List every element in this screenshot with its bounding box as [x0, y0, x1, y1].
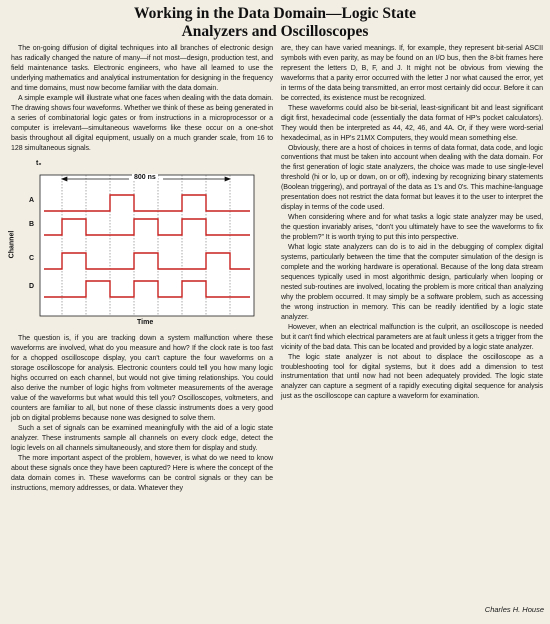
channel-label-b: B [29, 221, 35, 229]
paragraph: are, they can have varied meanings. If, for example, they represent bit-serial ASCII symbols with even parity, as may be found on an I/O bus, then the 8-bit frames here represent the letters D, B, F, and J. It might not be obvious from viewing the waveforms that a parity error occurred with the letter J nor what caused the error, yet in terms of the data being transmitted, an error most certainly did occur. Before it can be corrected, its existence must be recognized. [281, 45, 543, 102]
paragraph: The question is, if you are tracking down a system malfunction where these waveforms are involved, what do you measure and how? If the clock rate is too fast for a chopped oscilloscope display, you can't capture the four waveforms on a storage oscilloscope for analysis. Electronic counters could tell you how many logic highs occurred on each channel, but would not give timing relationships. You could also derive the number of logic highs from voltmeter measurements of the average value of the waveforms but what would this tell you? Oscilloscopes, voltmeters, and counters are familiar to all, but none of these classic instruments does a very good job on digital problems because none was designed to solve them. [11, 335, 273, 423]
interval-label: 800 ns [134, 174, 156, 182]
t0-label: t₀ [36, 160, 42, 168]
paragraph: Such a set of signals can be examined meaningfully with the aid of a logic state analyzer. These instruments sample all channels on every clock edge, detect the logic levels on all channels simultaneously, and store them for display and study. [11, 425, 273, 452]
right-column [281, 44, 543, 402]
channel-label-a: A [29, 197, 35, 205]
paragraph: The more important aspect of the problem, however, is what do we need to know about these signals once they have been captured? Here is where the concept of the data domain comes in. These waveforms can be control signals or they can be instructions, memory addresses, or data. Whatever they [11, 454, 273, 492]
left-column [8, 44, 273, 494]
paragraph: A simple example will illustrate what one faces when dealing with the data domain. The drawing shows four waveforms. Whether we think of these as being generated in a series of combinatorial logic gates or from instructions in a microprocessor or a computer is irrelevant—simultaneous waveforms like these occur on a one-shot basis throughout all digital equipment, usually on a much grander scale, from 16 to 128 simultaneous signals. [11, 94, 273, 152]
paragraph: When considering where and for what tasks a logic state analyzer may be used, the question invariably arises, “don't you ultimately have to see the waveforms to fix the problem?” It is worth trying to put this into perspective. [281, 214, 543, 242]
channel-label-c: C [29, 255, 35, 263]
paragraph: These waveforms could also be bit-serial, least-significant bit and least significant digit first, hexadecimal code (essentially the data format of HP's pocket calculators). They would then be interpreted as 44, 42, 46, and 4A. Or, if they were word-serial hexadecimal, as in HP's 21MX Computers, they would mean something else. [281, 104, 543, 142]
y-axis-label: Channel [8, 231, 16, 259]
waveform-diagram [11, 157, 273, 330]
paragraph: Obviously, there are a host of choices in terms of data format, data code, and logic conventions that must be taken into account when dealing with the data domain. For the first generation of logic state analyzers, the choice was made to use single-level threshold (hi or lo, up or down, on or off), indexing by recognizing binary statements (Boolean triggering), and portrayal of the data as 1's and 0's. This machine-language presentation does not restrict the data format but leaves it to the user to interpret the display in terms of the code used. [281, 144, 543, 212]
title-line-2: Analyzers and Oscilloscopes [181, 23, 369, 40]
paragraph: What logic state analyzers can do is to aid in the debugging of complex digital systems, particularly between the time that the computer simulation of the design is complete and the working hardware is operational. Because of the long data stream sequences typically used in most algorithmic design, particularly when looping or nested sub-routines are involved, locating the problem is more critical than analyzing why the problem occurred. It may simply be a software problem, such as accessing the wrong instruction in memory. This can be readily identified by a logic state analyzer. [281, 244, 543, 321]
paragraph: However, when an electrical malfunction is the culprit, an oscilloscope is needed but it can't find which electrical parameters are at fault unless it gets a trigger from the vicinity of the bad data. This can be located and provided by a logic state analyzer. [281, 323, 543, 351]
title-line-1: Working in the Data Domain—Logic State [133, 5, 417, 22]
paragraph: The logic state analyzer is not about to displace the oscilloscope as a troubleshooting tool for digital systems, but it does add a dimension to test instrumentation that until now had not been adequately provided. The logic state analyzer can capture a segment of a rapidly executing digital sequence for analysis just as the oscilloscope can capture a waveform for examination. [281, 353, 543, 401]
article-title [0, 5, 550, 41]
channel-label-d: D [29, 283, 35, 291]
x-axis-label: Time [137, 319, 154, 327]
paragraph: The on-going diffusion of digital techniques into all branches of electronic design has radically changed the nature of many—if not most—design, production test, and field maintenance tasks. Electronic engineers, who have all learned to use the underlying mathematics and analytical instrumentation for designing in the frequency and time domains, must now become familiar with the data domain. [11, 45, 273, 92]
waveform-figure [8, 157, 273, 330]
author-signature: Charles H. House [484, 605, 544, 614]
